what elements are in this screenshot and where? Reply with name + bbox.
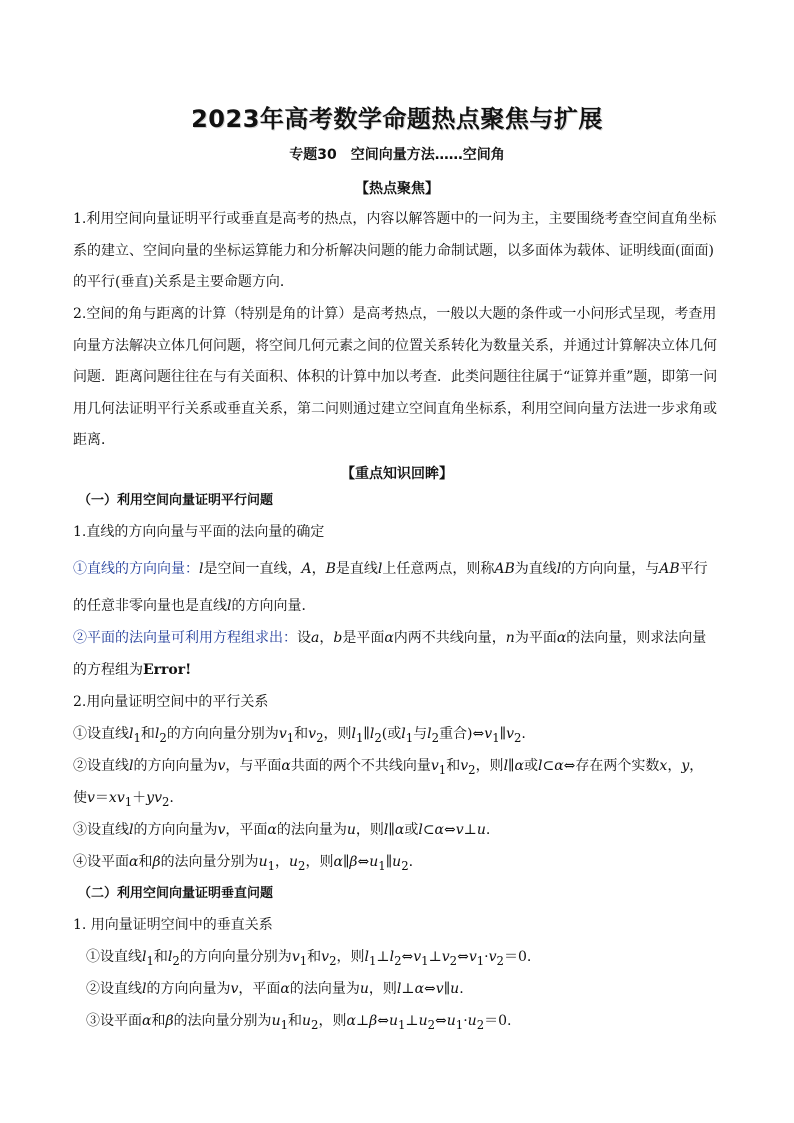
parallel-line-4: ④设平面α和β的法向量分别为$u_1$，$u_2$，则$\alpha\parallel\beta\Leftrightarrow u_1\parallel u_2$. [73,854,414,873]
parallel-line-3: ③设直线l的方向向量为v，平面α的法向量为u，则l∥α或l⊂α⇔v⊥u. [73,822,491,838]
parallel-line-1: ①设直线$l_1$和$l_2$的方向向量分别为$v_1$和$v_2$，则$l_1\parallel l_2$(或$l_1$与$l_2$重合)$\Leftrightarrow v_1\parallel v_2$. [73,726,526,745]
direction-vector-line-2: 的任意非零向量也是直线l的方向向量． [73,598,316,614]
direction-vector-label: ①直线的方向向量： [73,561,199,577]
normal-vector-line-2: 的方程组为Error! [73,662,192,678]
parallel-line-2b: 使$v=xv_1+yv_2$. [73,790,174,809]
part2-item1-title: 1. 用向量证明空间中的垂直关系 [73,917,273,933]
perpendicular-line-2: ②设直线l的方向向量为v，平面α的法向量为u，则l⊥α⇔v∥u. [86,981,464,997]
part1-item2-title: 2.用向量证明空间中的平行关系 [73,694,269,710]
perpendicular-line-1: ①设直线$l_1$和$l_2$的方向向量分别为$v_1$和$v_2$，则$l_1\perp l_2\Leftrightarrow v_1\perp v_2\Leftrightarrow v_1\cdot v_2=0$. [86,949,532,968]
vector-ab: AB [659,561,680,577]
document-title: 2023年高考数学命题热点聚焦与扩展 [191,105,603,133]
hot-focus-paragraph-2: 2.空间的角与距离的计算（特别是角的计算）是高考热点，一般以大题的条件或一小问形式呈现，考查用向量方法解决立体几何问题，将空间几何元素之间的位置关系转化为数量关系，并通过计算解决立体几何问题．距离问题往往在与有关面积、体积的计算中加以考查．此类问题往往属于“证算并重”题，即第一问用几何法证明平行关系或垂直关系，第二问则通过建立空间直角坐标系，利用空间向量方法进一步求角或距离． [73,306,718,448]
hot-focus-paragraph-1: 1.利用空间向量证明平行或垂直是高考的热点，内容以解答题中的一问为主，主要围绕考查空间直角坐标系的建立、空间向量的坐标运算能力和分析解决问题的能力命制试题，以多面体为载体、证明线面(面面)的平行(垂直)关系是主要命题方向． [73,211,717,290]
normal-vector-line-1: ②平面的法向量可利用方程组求出：设a，b是平面α内两不共线向量，n为平面α的法向量，则求法向量 [73,630,707,646]
part1-heading: （一）利用空间向量证明平行问题 [78,493,274,508]
vector-ab: AB [494,561,515,577]
error-field: Error! [143,662,192,678]
document-subtitle: 专题30 空间向量方法……空间角 [289,147,505,163]
hot-focus-heading: 【热点聚焦】 [355,181,439,197]
part1-item1-title: 1.直线的方向向量与平面的法向量的确定 [73,524,325,540]
normal-vector-label: ②平面的法向量可利用方程组求出： [73,630,297,646]
direction-vector-line-1: ①直线的方向向量：l是空间一直线，A，B是直线l上任意两点，则称AB为直线l的方向向量，与AB平行 [73,561,708,577]
review-heading: 【重点知识回眸】 [341,466,453,482]
perpendicular-line-3: ③设平面α和β的法向量分别为$u_1$和$u_2$，则$\alpha\perp\beta\Leftrightarrow u_1\perp u_2\Leftrightarrow u_1\cdot u_2=0$. [86,1013,512,1032]
parallel-line-2: ②设直线l的方向向量为v，与平面α共面的两个不共线向量$v_1$和$v_2$，则l∥α或l⊂α⇔存在两个实数x，y， [73,758,704,777]
part2-heading: （二）利用空间向量证明垂直问题 [78,886,274,901]
